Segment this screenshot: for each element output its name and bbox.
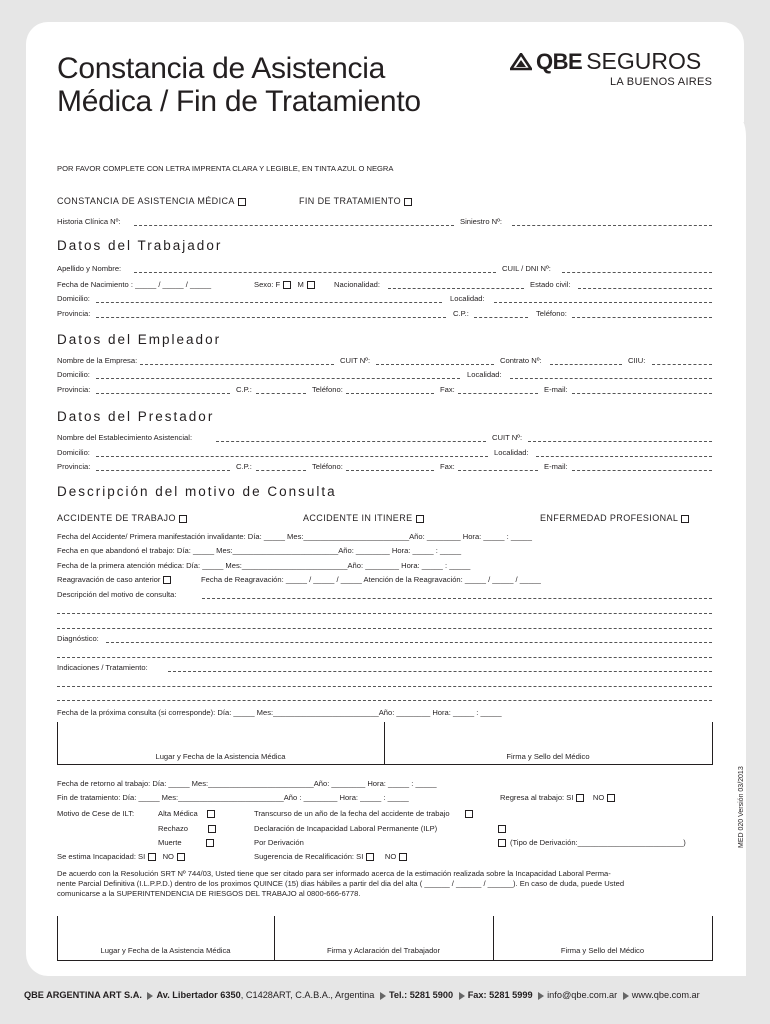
checkbox-sexo-m[interactable]: [307, 281, 315, 289]
empleador-fax-field[interactable]: [458, 393, 538, 394]
arrow-icon: [459, 992, 465, 1000]
option-derivacion[interactable]: Por Derivación: [254, 838, 304, 847]
checkbox-estima-no[interactable]: [177, 853, 185, 861]
fecha-retorno-line[interactable]: Fecha de retorno al trabajo: Día: _____ Mes:_________________________Año: ________ Hora: _____ : _____: [57, 779, 437, 788]
estado-civil-label: Estado civil:: [530, 280, 571, 289]
empleador-localidad-label: Localidad:: [467, 370, 502, 379]
fecha-nacimiento-label: Fecha de Nacimiento : _____ / _____ / _____: [57, 280, 212, 289]
nacionalidad-label: Nacionalidad:: [334, 280, 381, 289]
footer: [24, 990, 700, 1000]
signature-box-2-bottom: [57, 960, 713, 961]
descripcion-field-1[interactable]: [202, 598, 712, 599]
prestador-cp-label: C.P.:: [236, 462, 252, 471]
prestador-localidad-field[interactable]: [536, 456, 712, 457]
indicaciones-label: Indicaciones / Tratamiento:: [57, 663, 148, 672]
cuil-label: CUIL / DNI Nº:: [502, 264, 551, 273]
option-declaracion[interactable]: Declaración de Incapacidad Laboral Permanente (ILP): [254, 824, 438, 833]
section-prestador: Datos del Prestador: [57, 409, 215, 424]
proxima-consulta-line[interactable]: Fecha de la próxima consulta (si corresponde): Día: _____ Mes:_________________________Año: ________ Hora: _____ : _____: [57, 708, 502, 717]
legal-text-2: nente Parcial Definitiva (I.L.P.P.D.) dentro de los proximos QUINCE (15) dias hábiles a partir del dia del alta ( ______ / ______ / ______). En caso de duda, puede Usted: [57, 879, 625, 888]
page-title: Constancia de Asistencia Médica / Fin de Tratamiento: [57, 52, 421, 118]
prestador-cp-field[interactable]: [256, 470, 306, 471]
cp-label: C.P.:: [453, 309, 469, 318]
empleador-provincia-label: Provincia:: [57, 385, 91, 394]
siniestro-field[interactable]: [512, 225, 712, 226]
prestador-email-field[interactable]: [572, 470, 712, 471]
section-consulta: Descripción del motivo de Consulta: [57, 484, 337, 499]
footer-address: , C1428ART, C.A.B.A., Argentina: [240, 990, 375, 1000]
estado-civil-field[interactable]: [578, 288, 712, 289]
option-accidente-itinere[interactable]: ACCIDENTE IN ITINERE: [303, 513, 424, 523]
empleador-email-field[interactable]: [572, 393, 712, 394]
checkbox-constancia[interactable]: [238, 198, 246, 206]
checkbox-declaracion[interactable]: [498, 825, 506, 833]
siniestro-label: Siniestro Nº:: [460, 217, 503, 226]
instructions: POR FAVOR COMPLETE CON LETRA IMPRENTA CLARA Y LEGIBLE, EN TINTA AZUL O NEGRA: [57, 164, 394, 173]
contrato-field[interactable]: [550, 364, 622, 365]
logo-subtitle: LA BUENOS AIRES: [610, 76, 713, 88]
cuil-field[interactable]: [562, 272, 712, 273]
diagnostico-field-2[interactable]: [57, 657, 712, 658]
contrato-label: Contrato Nº:: [500, 356, 542, 365]
fecha-reagravacion-line[interactable]: Fecha de Reagravación: _____ / _____ / _____ Atención de la Reagravación: _____ / _____ / _____: [201, 575, 541, 584]
arrow-icon: [538, 992, 544, 1000]
firma-medico-label-1: Firma y Sello del Médico: [506, 752, 590, 761]
prestador-localidad-label: Localidad:: [494, 448, 529, 457]
empleador-localidad-field[interactable]: [510, 378, 712, 379]
form-version-code: MED 020 Versión 03/2013: [738, 766, 745, 848]
signature-box-1-right: [712, 722, 713, 764]
ciiu-label: CIIU:: [628, 356, 646, 365]
checkbox-accidente-trabajo[interactable]: [179, 515, 187, 523]
checkbox-rechazo[interactable]: [208, 825, 216, 833]
arrow-icon: [147, 992, 153, 1000]
arrow-icon: [380, 992, 386, 1000]
section-empleador: Datos del Empleador: [57, 332, 222, 347]
sexo-options[interactable]: Sexo: F M: [254, 280, 315, 290]
arrow-icon: [623, 992, 629, 1000]
fecha-abandono-line[interactable]: Fecha en que abandonó el trabajo: Día: _____ Mes:_________________________Año: ________ Hora: _____ : _____: [57, 546, 462, 555]
diagnostico-field-1[interactable]: [106, 642, 712, 643]
prestador-fax-label: Fax:: [440, 462, 455, 471]
option-constancia[interactable]: CONSTANCIA DE ASISTENCIA MÉDICA: [57, 196, 246, 206]
checkbox-fin-tratamiento[interactable]: [404, 198, 412, 206]
prestador-provincia-field[interactable]: [96, 470, 230, 471]
checkbox-regresa-no[interactable]: [607, 794, 615, 802]
qbe-logo: [510, 48, 713, 88]
empleador-domicilio-field[interactable]: [96, 378, 460, 379]
domicilio-label: Domicilio:: [57, 294, 90, 303]
empleador-provincia-field[interactable]: [96, 393, 230, 394]
footer-address-bold: Av. Libertador 6350: [156, 990, 241, 1000]
prestador-domicilio-field[interactable]: [96, 456, 488, 457]
footer-web[interactable]: www.qbe.com.ar: [631, 990, 700, 1000]
logo-brand: QBE: [536, 48, 583, 74]
option-transcurso[interactable]: Transcurso de un año de la fecha del accidente de trabajo: [254, 809, 473, 819]
prestador-fax-field[interactable]: [458, 470, 538, 471]
checkbox-reagravacion[interactable]: [163, 576, 171, 584]
empleador-fax-label: Fax:: [440, 385, 455, 394]
option-reagravacion[interactable]: Reagravación de caso anterior: [57, 575, 171, 585]
checkbox-derivacion[interactable]: [498, 839, 506, 847]
option-rechazo[interactable]: Rechazo: [158, 824, 216, 834]
diagnostico-label: Diagnóstico:: [57, 634, 99, 643]
indicaciones-field-2[interactable]: [57, 686, 712, 687]
descripcion-field-2[interactable]: [57, 613, 712, 614]
apellido-field[interactable]: [134, 272, 496, 273]
provincia-label: Provincia:: [57, 309, 91, 318]
cuit-label: CUIT Nº:: [340, 356, 371, 365]
qbe-emblem-icon: [510, 53, 532, 71]
motivo-cese-label: Motivo de Cese de ILT:: [57, 809, 135, 818]
option-accidente-trabajo[interactable]: ACCIDENTE DE TRABAJO: [57, 513, 187, 523]
empleador-cp-field[interactable]: [256, 393, 306, 394]
prestador-telefono-field[interactable]: [346, 470, 434, 471]
footer-company: QBE ARGENTINA ART S.A.: [24, 990, 142, 1000]
signature-box-2-right: [712, 916, 713, 960]
checkbox-alta[interactable]: [207, 810, 215, 818]
localidad-field[interactable]: [494, 302, 712, 303]
logo-name: SEGUROS: [586, 48, 702, 74]
cuit-field[interactable]: [376, 364, 494, 365]
indicaciones-field-1[interactable]: [168, 671, 712, 672]
footer-fax: Fax: 5281 5999: [467, 990, 533, 1000]
empleador-email-label: E-mail:: [544, 385, 568, 394]
tipo-derivacion-field[interactable]: (Tipo de Derivación:_________________________): [510, 838, 686, 847]
provincia-field[interactable]: [96, 317, 446, 318]
prestador-cuit-label: CUIT Nº:: [492, 433, 523, 442]
estima-incapacidad-options[interactable]: Se estima Incapacidad: SI NO: [57, 852, 185, 862]
nacionalidad-field[interactable]: [388, 288, 524, 289]
checkbox-regresa-si[interactable]: [576, 794, 584, 802]
option-enfermedad[interactable]: ENFERMEDAD PROFESIONAL: [540, 513, 689, 523]
telefono-field[interactable]: [572, 317, 712, 318]
apellido-label: Apellido y Nombre:: [57, 264, 122, 273]
checkbox-sexo-f[interactable]: [283, 281, 291, 289]
checkbox-sugerencia-si[interactable]: [366, 853, 374, 861]
historia-clinica-field[interactable]: [134, 225, 454, 226]
fecha-accidente-line[interactable]: Fecha del Accidente/ Primera manifestación invalidante: Día: _____ Mes:_________________________Año: ________ Hora: _____ : _____: [57, 532, 532, 541]
prestador-provincia-label: Provincia:: [57, 462, 91, 471]
telefono-label: Teléfono:: [536, 309, 567, 318]
sugerencia-options[interactable]: Sugerencia de Recalificación: SI NO: [254, 852, 407, 862]
footer-tel: Tel.: 5281 5900: [388, 990, 454, 1000]
localidad-label: Localidad:: [450, 294, 485, 303]
empleador-domicilio-label: Domicilio:: [57, 370, 90, 379]
firma-medico-label-2: Firma y Sello del Médico: [560, 946, 645, 955]
section-trabajador: Datos del Trabajador: [57, 238, 223, 253]
legal-text-1: De acuerdo con la Resolución SRT Nº 744/03, Usted tiene que ser citado para ser informado acerca de la estimación realizada sobre la Incapacidad Laboral Perma-: [57, 869, 611, 878]
option-fin-tratamiento[interactable]: FIN DE TRATAMIENTO: [299, 196, 412, 206]
historia-clinica-label: Historia Clínica Nº:: [57, 217, 121, 226]
legal-text-3: comunicarse a la SUPERINTENDENCIA DE RIESGOS DEL TRABAJO al 0800-666-6778.: [57, 889, 361, 898]
prestador-domicilio-label: Domicilio:: [57, 448, 90, 457]
checkbox-enfermedad[interactable]: [681, 515, 689, 523]
prestador-email-label: E-mail:: [544, 462, 568, 471]
signature-box-1-bottom: [57, 764, 713, 765]
fin-tratamiento-line[interactable]: Fin de tratamiento: Día: _____ Mes:_________________________Año : ________ Hora: _____ : _____: [57, 793, 409, 802]
checkbox-accidente-itinere[interactable]: [416, 515, 424, 523]
cp-field[interactable]: [474, 317, 528, 318]
option-alta[interactable]: Alta Médica: [158, 809, 215, 819]
domicilio-field[interactable]: [96, 302, 442, 303]
regresa-options[interactable]: Regresa al trabajo: SI NO: [500, 793, 615, 803]
firma-trabajador-label: Firma y Aclaración del Trabajador: [326, 946, 441, 955]
ciiu-field[interactable]: [652, 364, 712, 365]
prestador-cuit-field[interactable]: [528, 441, 712, 442]
empresa-label: Nombre de la Empresa:: [57, 356, 138, 365]
empleador-cp-label: C.P.:: [236, 385, 252, 394]
checkbox-muerte[interactable]: [206, 839, 214, 847]
establecimiento-label: Nombre del Establecimiento Asistencial:: [57, 433, 193, 442]
indicaciones-field-3[interactable]: [57, 700, 712, 701]
lugar-fecha-label-1: Lugar y Fecha de la Asistencia Médica: [155, 752, 286, 761]
descripcion-label: Descripción del motivo de consulta:: [57, 590, 177, 599]
establecimiento-field[interactable]: [216, 441, 486, 442]
option-muerte[interactable]: Muerte: [158, 838, 214, 848]
empleador-telefono-label: Teléfono:: [312, 385, 343, 394]
lugar-fecha-label-2: Lugar y Fecha de la Asistencia Médica: [100, 946, 231, 955]
checkbox-transcurso[interactable]: [465, 810, 473, 818]
fecha-primera-atencion-line[interactable]: Fecha de la primera atención médica: Día: _____ Mes:_________________________Año: ________ Hora: _____ : _____: [57, 561, 471, 570]
empresa-field[interactable]: [140, 364, 334, 365]
footer-email[interactable]: info@qbe.com.ar: [547, 990, 618, 1000]
descripcion-field-3[interactable]: [57, 628, 712, 629]
checkbox-estima-si[interactable]: [148, 853, 156, 861]
prestador-telefono-label: Teléfono:: [312, 462, 343, 471]
checkbox-sugerencia-no[interactable]: [399, 853, 407, 861]
empleador-telefono-field[interactable]: [346, 393, 434, 394]
